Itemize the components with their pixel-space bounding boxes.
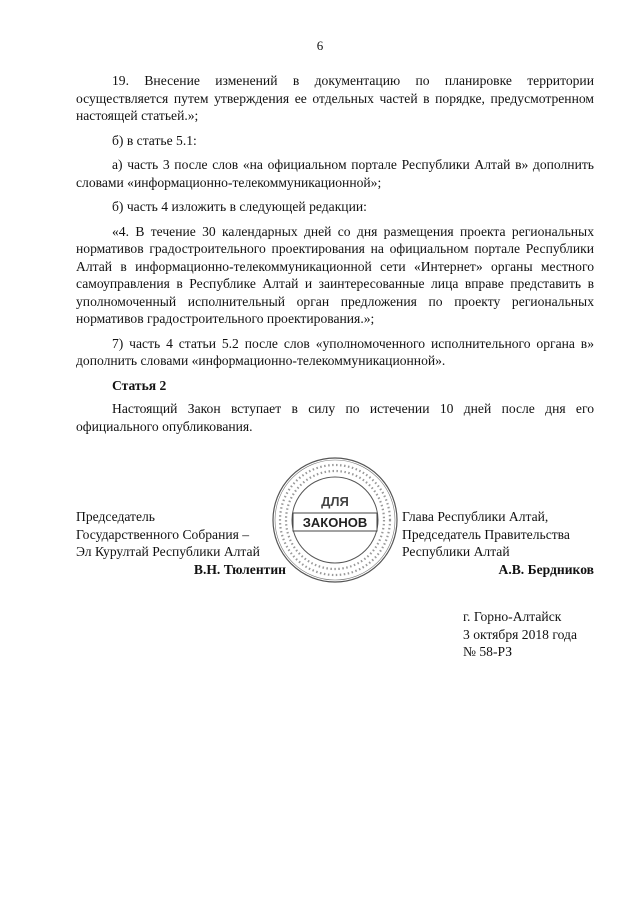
article-2-heading: Статья 2 (112, 377, 167, 393)
city: г. Горно-Алтайск (463, 609, 562, 624)
registration-stamp (271, 456, 399, 584)
stamp-text-top: ДЛЯ (321, 494, 349, 509)
adoption-date: 3 октября 2018 года (463, 626, 577, 642)
right-title-line-2: Председатель Правительства (402, 526, 570, 542)
place-date-block (463, 608, 577, 661)
article-2-text: Настоящий Закон вступает в силу по истечении 10 дней после дня его официального опубликования. (76, 401, 594, 434)
right-title-line-1: Глава Республики Алтай, (402, 509, 549, 524)
paragraph-b-part-4: б) часть 4 изложить в следующей редакции: (112, 199, 367, 214)
paragraph-a-part-3: а) часть 3 после слов «на официальном портале Республики Алтай в» дополнить словами «информационно-телекоммуникационной»; (76, 157, 594, 190)
left-title-line-3: Эл Курултай Республики Алтай (76, 544, 260, 559)
paragraph-19: 19. Внесение изменений в документацию по планировке территории осуществляется путем утверждения ее отдельных частей в порядке, предусмотренном настоящей статьей.»; (76, 73, 594, 123)
document-body (76, 72, 594, 442)
signature-block-right (402, 508, 594, 578)
paragraph-6-article-5-1: б) в статье 5.1: (112, 132, 197, 148)
left-title-line-2: Государственного Собрания – (76, 526, 250, 542)
right-title-line-3: Республики Алтай (402, 544, 510, 559)
law-number: № 58-РЗ (463, 644, 513, 659)
stamp-text-main: ЗАКОНОВ (302, 515, 368, 530)
paragraph-7-article-5-2: 7) часть 4 статьи 5.2 после слов «уполномоченного исполнительного органа в» дополнить словами «информационно-телекоммуникационной». (76, 335, 594, 368)
page-number: 6 (316, 38, 324, 53)
left-signatory-name: В.Н. Тюлентин (193, 561, 286, 577)
left-title-line-1: Председатель (76, 509, 155, 524)
right-signatory-name: А.В. Бердников (498, 561, 594, 577)
signature-block-left (76, 508, 286, 578)
paragraph-new-part-4: «4. В течение 30 календарных дней со дня размещения проекта региональных нормативов градостроительного проектирования на официальном портале Республики Алтай в информационно-телекоммуникационной сети «Интернет» органы местного самоуправления в Республике Алтай и заинтересованные лица вправе представить в уполномоченный исполнительный орган предложения по проекту региональных нормативов градостроительного проектирования.»; (76, 223, 594, 326)
